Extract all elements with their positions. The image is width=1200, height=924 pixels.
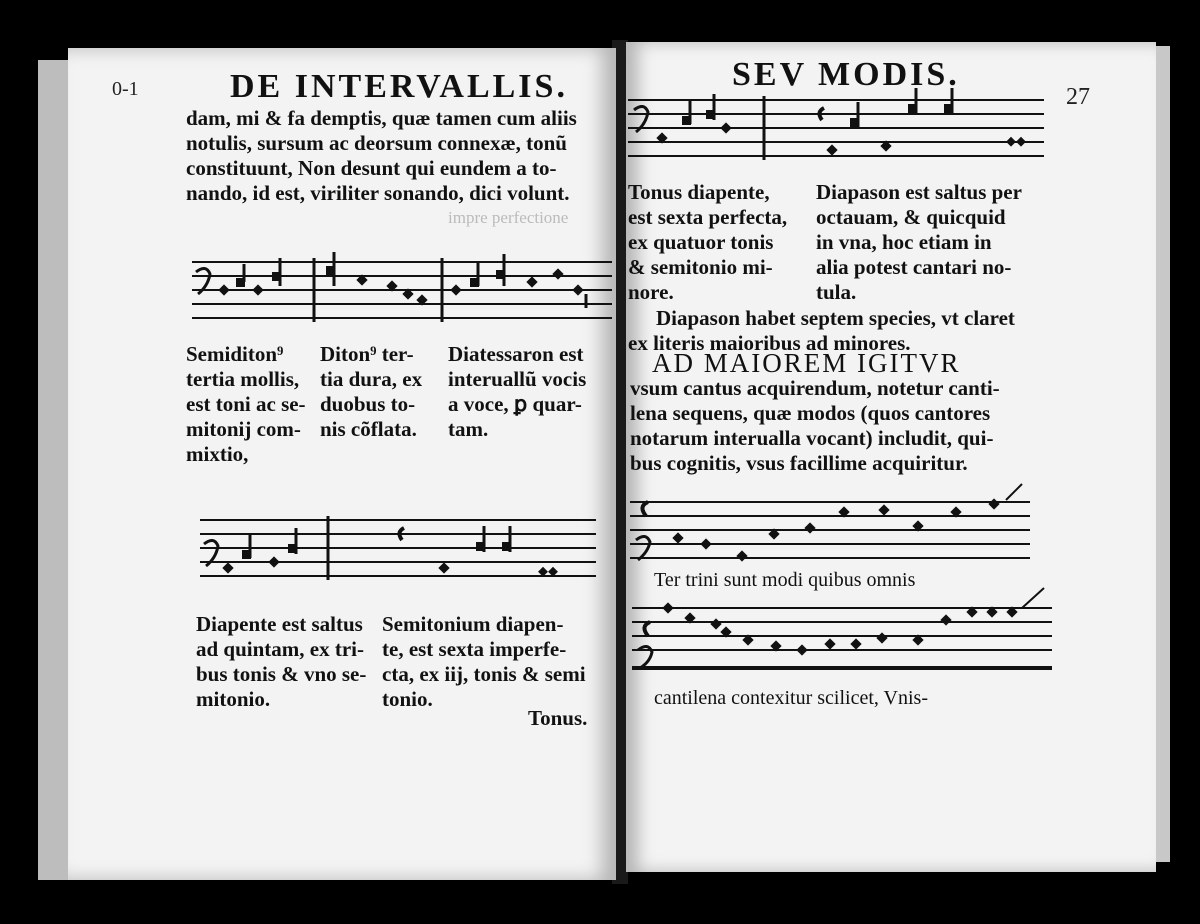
interval-column-tonus-diapente <box>628 180 787 305</box>
text-line: nando, id est, viriliter sonando, dici volunt. <box>186 181 570 205</box>
bleed-through: impre perfectione <box>448 208 569 227</box>
text-line: Diapason habet septem species, vt claret <box>656 306 1015 330</box>
text-line: Tonus diapente, <box>628 180 770 204</box>
interval-column-semiditonus <box>186 342 306 467</box>
page-corner-mark: 0-1 <box>112 78 139 100</box>
text-line: est toni ac se- <box>186 392 306 416</box>
text-line: in vna, hoc etiam in <box>816 230 992 254</box>
text-line: bus cognitis, vsus facillime acquiritur. <box>630 451 968 475</box>
left-page-edges <box>38 60 72 880</box>
catchword: Tonus. <box>528 706 588 730</box>
text-line: interuallũ vocis <box>448 367 587 391</box>
text-line: Semiditon⁹ <box>186 342 284 366</box>
text-line: Diton⁹ ter- <box>320 342 414 366</box>
text-line: ex literis maioribus ad minores. <box>628 331 911 355</box>
page-number: 27 <box>1066 84 1090 110</box>
text-line: te, est sexta imperfe- <box>382 637 567 661</box>
music-staff-4 <box>630 496 1030 566</box>
top-paragraph <box>186 106 577 206</box>
text-line: alia potest cantari no- <box>816 255 1012 279</box>
interval-column-ditonus <box>320 342 422 442</box>
text-line: notulis, sursum ac deorsum connexæ, tonũ <box>186 131 567 155</box>
text-line: Diatessaron est <box>448 342 584 366</box>
section-heading: AD MAIOREM IGITVR <box>652 348 961 378</box>
text-line: cta, ex iij, tonis & semi <box>382 662 586 686</box>
text-line: ex quatuor tonis <box>628 230 774 254</box>
text-line: bus tonis & vno se- <box>196 662 367 686</box>
text-line: ad quintam, ex tri- <box>196 637 364 661</box>
lyric-line: Ter trini sunt modi quibus omnis <box>654 569 916 591</box>
text-line: constituunt, Non desunt qui eundem a to- <box>186 156 557 180</box>
text-line: dam, mi & fa demptis, quæ tamen cum aliis <box>186 106 577 130</box>
text-line: tertia mollis, <box>186 367 300 391</box>
interval-column-diapente <box>196 612 366 712</box>
text-line: Semitonium diapen- <box>382 612 564 636</box>
text-line: mitonio. <box>196 687 271 711</box>
interval-column-diatessaron <box>448 342 586 442</box>
text-line: nis cõflata. <box>320 417 417 441</box>
text-line: Diapente est saltus <box>196 612 363 636</box>
lyric-line: cantilena contexitur scilicet, Vnis- <box>654 687 928 709</box>
interval-column-semitonium-diapente <box>382 612 586 712</box>
text-line: notarum interualla vocant) includit, qui- <box>630 426 994 450</box>
text-line: nore. <box>628 280 674 304</box>
text-line: tam. <box>448 417 489 441</box>
interval-column-diapason <box>816 180 1022 305</box>
page-header: SEV MODIS. <box>732 56 960 93</box>
text-line: vsum cantus acquirendum, notetur canti- <box>630 376 1000 400</box>
page-header: DE INTERVALLIS. <box>230 68 568 105</box>
music-staff-5 <box>632 602 1052 676</box>
text-line: tia dura, ex <box>320 367 423 391</box>
right-page <box>626 42 1156 872</box>
text-line: mitonij com- <box>186 417 301 441</box>
text-line: tula. <box>816 280 857 304</box>
text-line: lena sequens, quæ modos (quos cantores <box>630 401 991 425</box>
text-line: a voce, ꝑ quar- <box>448 392 582 416</box>
text-line: & semitonio mi- <box>628 255 773 279</box>
text-line: Diapason est saltus per <box>816 180 1022 204</box>
intro-paragraph <box>630 376 1000 476</box>
text-line: octauam, & quicquid <box>816 205 1006 229</box>
music-staff-2 <box>200 514 596 584</box>
text-line: duobus to- <box>320 392 416 416</box>
text-line: est sexta perfecta, <box>628 205 788 229</box>
text-line: mixtio, <box>186 442 249 466</box>
text-line: tonio. <box>382 687 433 711</box>
music-staff-3 <box>628 94 1044 164</box>
left-page <box>68 48 616 880</box>
music-staff-1 <box>192 256 612 326</box>
